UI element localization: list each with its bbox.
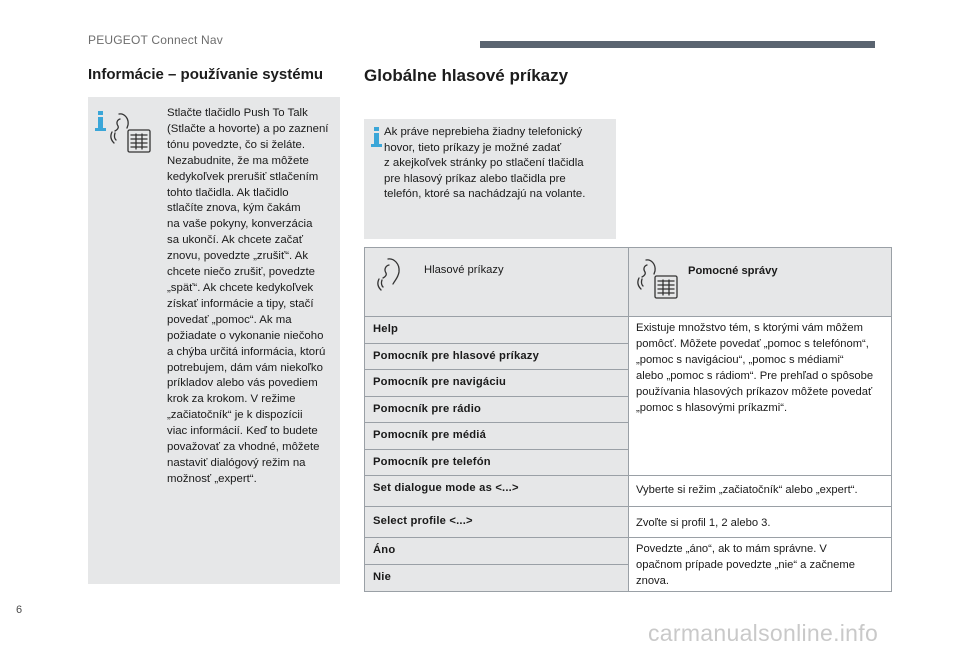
info-line: „späť“. Ak chcete kedykoľvek bbox=[167, 281, 314, 294]
info-line: nastaviť dialógový režim na bbox=[167, 456, 306, 469]
info-line: viac informácií. Keď to budete bbox=[167, 425, 318, 438]
info-icon bbox=[95, 111, 107, 131]
note-line: hovor, tieto príkazy je možné zadať bbox=[384, 141, 562, 154]
command-phone-help: Pomocník pre telefón bbox=[373, 456, 491, 468]
right-heading: Globálne hlasové príkazy bbox=[364, 66, 569, 85]
command-media-help: Pomocník pre médiá bbox=[373, 429, 487, 441]
info-line: povedať „pomoc“. Ak ma bbox=[167, 313, 292, 326]
info-line: stlačíte znova, kým čakám bbox=[167, 202, 301, 215]
yes-no-response: Povedzte „áno“, ak to mám správne. V opačnom prípade povedzte „nie“ a začneme znova. bbox=[636, 543, 855, 587]
info-line: krok za krokom. V režime bbox=[167, 393, 296, 406]
dialogue-response: Vyberte si režim „začiatočník“ alebo „expert“. bbox=[636, 484, 858, 496]
info-line: (Stlačte a hovorte) a po zaznení bbox=[167, 122, 329, 135]
note-line: telefón, ktoré sa nachádzajú na volante. bbox=[384, 188, 586, 201]
profile-response: Zvoľte si profil 1, 2 alebo 3. bbox=[636, 517, 771, 529]
voice-commands-table bbox=[364, 247, 892, 592]
column-header-commands: Hlasové príkazy bbox=[424, 264, 504, 276]
info-line: považovať za vhodné, môžete bbox=[167, 441, 320, 454]
page-number: 6 bbox=[16, 604, 23, 616]
info-line: tónu povedzte, čo si želáte. bbox=[167, 138, 306, 151]
info-line: Nezabudnite, že ma môžete bbox=[167, 154, 309, 167]
info-paragraph bbox=[167, 106, 339, 488]
command-navigation-help: Pomocník pre navigáciu bbox=[373, 376, 507, 388]
watermark: carmanualsonline.info bbox=[648, 620, 879, 646]
command-voice-help: Pomocník pre hlasové príkazy bbox=[373, 350, 540, 362]
info-icon bbox=[371, 127, 383, 147]
info-line: „začiatočník“ je k dispozícii bbox=[167, 409, 303, 422]
push-to-talk-icon bbox=[635, 256, 681, 302]
note-line: Ak práve neprebieha žiadny telefonický bbox=[384, 126, 583, 138]
command-dialogue-mode: Set dialogue mode as <...> bbox=[373, 482, 519, 494]
left-heading: Informácie – používanie systému bbox=[88, 66, 324, 83]
info-line: znovu, povedzte „zrušiť“. Ak bbox=[167, 250, 309, 263]
note-line: pre hlasový príkaz alebo tlačidla pre bbox=[384, 172, 566, 185]
info-line: potrebujem, dám vám niekoľko bbox=[167, 361, 323, 374]
help-response: Existuje množstvo tém, s ktorými vám môžem pomôcť. Môžete povedať „pomoc s telefónom“, „pomoc s navigáciou“, „pomoc s médiami“ alebo „pomoc s rádiom“. Pre prehľad o spôsobe používania hlasových príkazov môžete povedať „pomoc s hlasovými príkazmi“. bbox=[636, 322, 874, 414]
info-line: sa ukončí. Ak chcete začať bbox=[167, 234, 303, 247]
info-line: a chýba určitá informácia, ktorú bbox=[167, 345, 326, 358]
info-line: možnosť „expert“. bbox=[167, 472, 257, 485]
header-bar bbox=[480, 41, 875, 48]
command-radio-help: Pomocník pre rádio bbox=[373, 403, 482, 415]
note-line: z akejkoľvek stránky po stlačení tlačidla bbox=[384, 157, 584, 170]
info-line: Stlačte tlačidlo Push To Talk bbox=[167, 107, 308, 119]
info-line: požiadate o vykonanie niečoho bbox=[167, 329, 324, 342]
info-line: získať informácie a tipy, stačí bbox=[167, 297, 314, 310]
command-select-profile: Select profile <...> bbox=[373, 515, 473, 527]
info-line: kedykoľvek prerušiť stlačením bbox=[167, 170, 319, 183]
command-no: Nie bbox=[373, 571, 392, 583]
command-yes: Áno bbox=[373, 544, 396, 556]
column-header-messages: Pomocné správy bbox=[688, 265, 778, 277]
command-help: Help bbox=[373, 323, 399, 335]
push-to-talk-icon bbox=[108, 110, 154, 156]
header-title: PEUGEOT Connect Nav bbox=[88, 33, 223, 47]
info-line: na vaše pokyny, konverzácia bbox=[167, 218, 313, 231]
note-paragraph bbox=[384, 125, 609, 203]
info-line: príkladov alebo vás povediem bbox=[167, 377, 318, 390]
info-line: chcete niečo zrušiť, povedzte bbox=[167, 266, 316, 279]
voice-command-icon bbox=[374, 256, 408, 292]
info-line: tohto tlačidla. Ak tlačidlo bbox=[167, 186, 289, 199]
